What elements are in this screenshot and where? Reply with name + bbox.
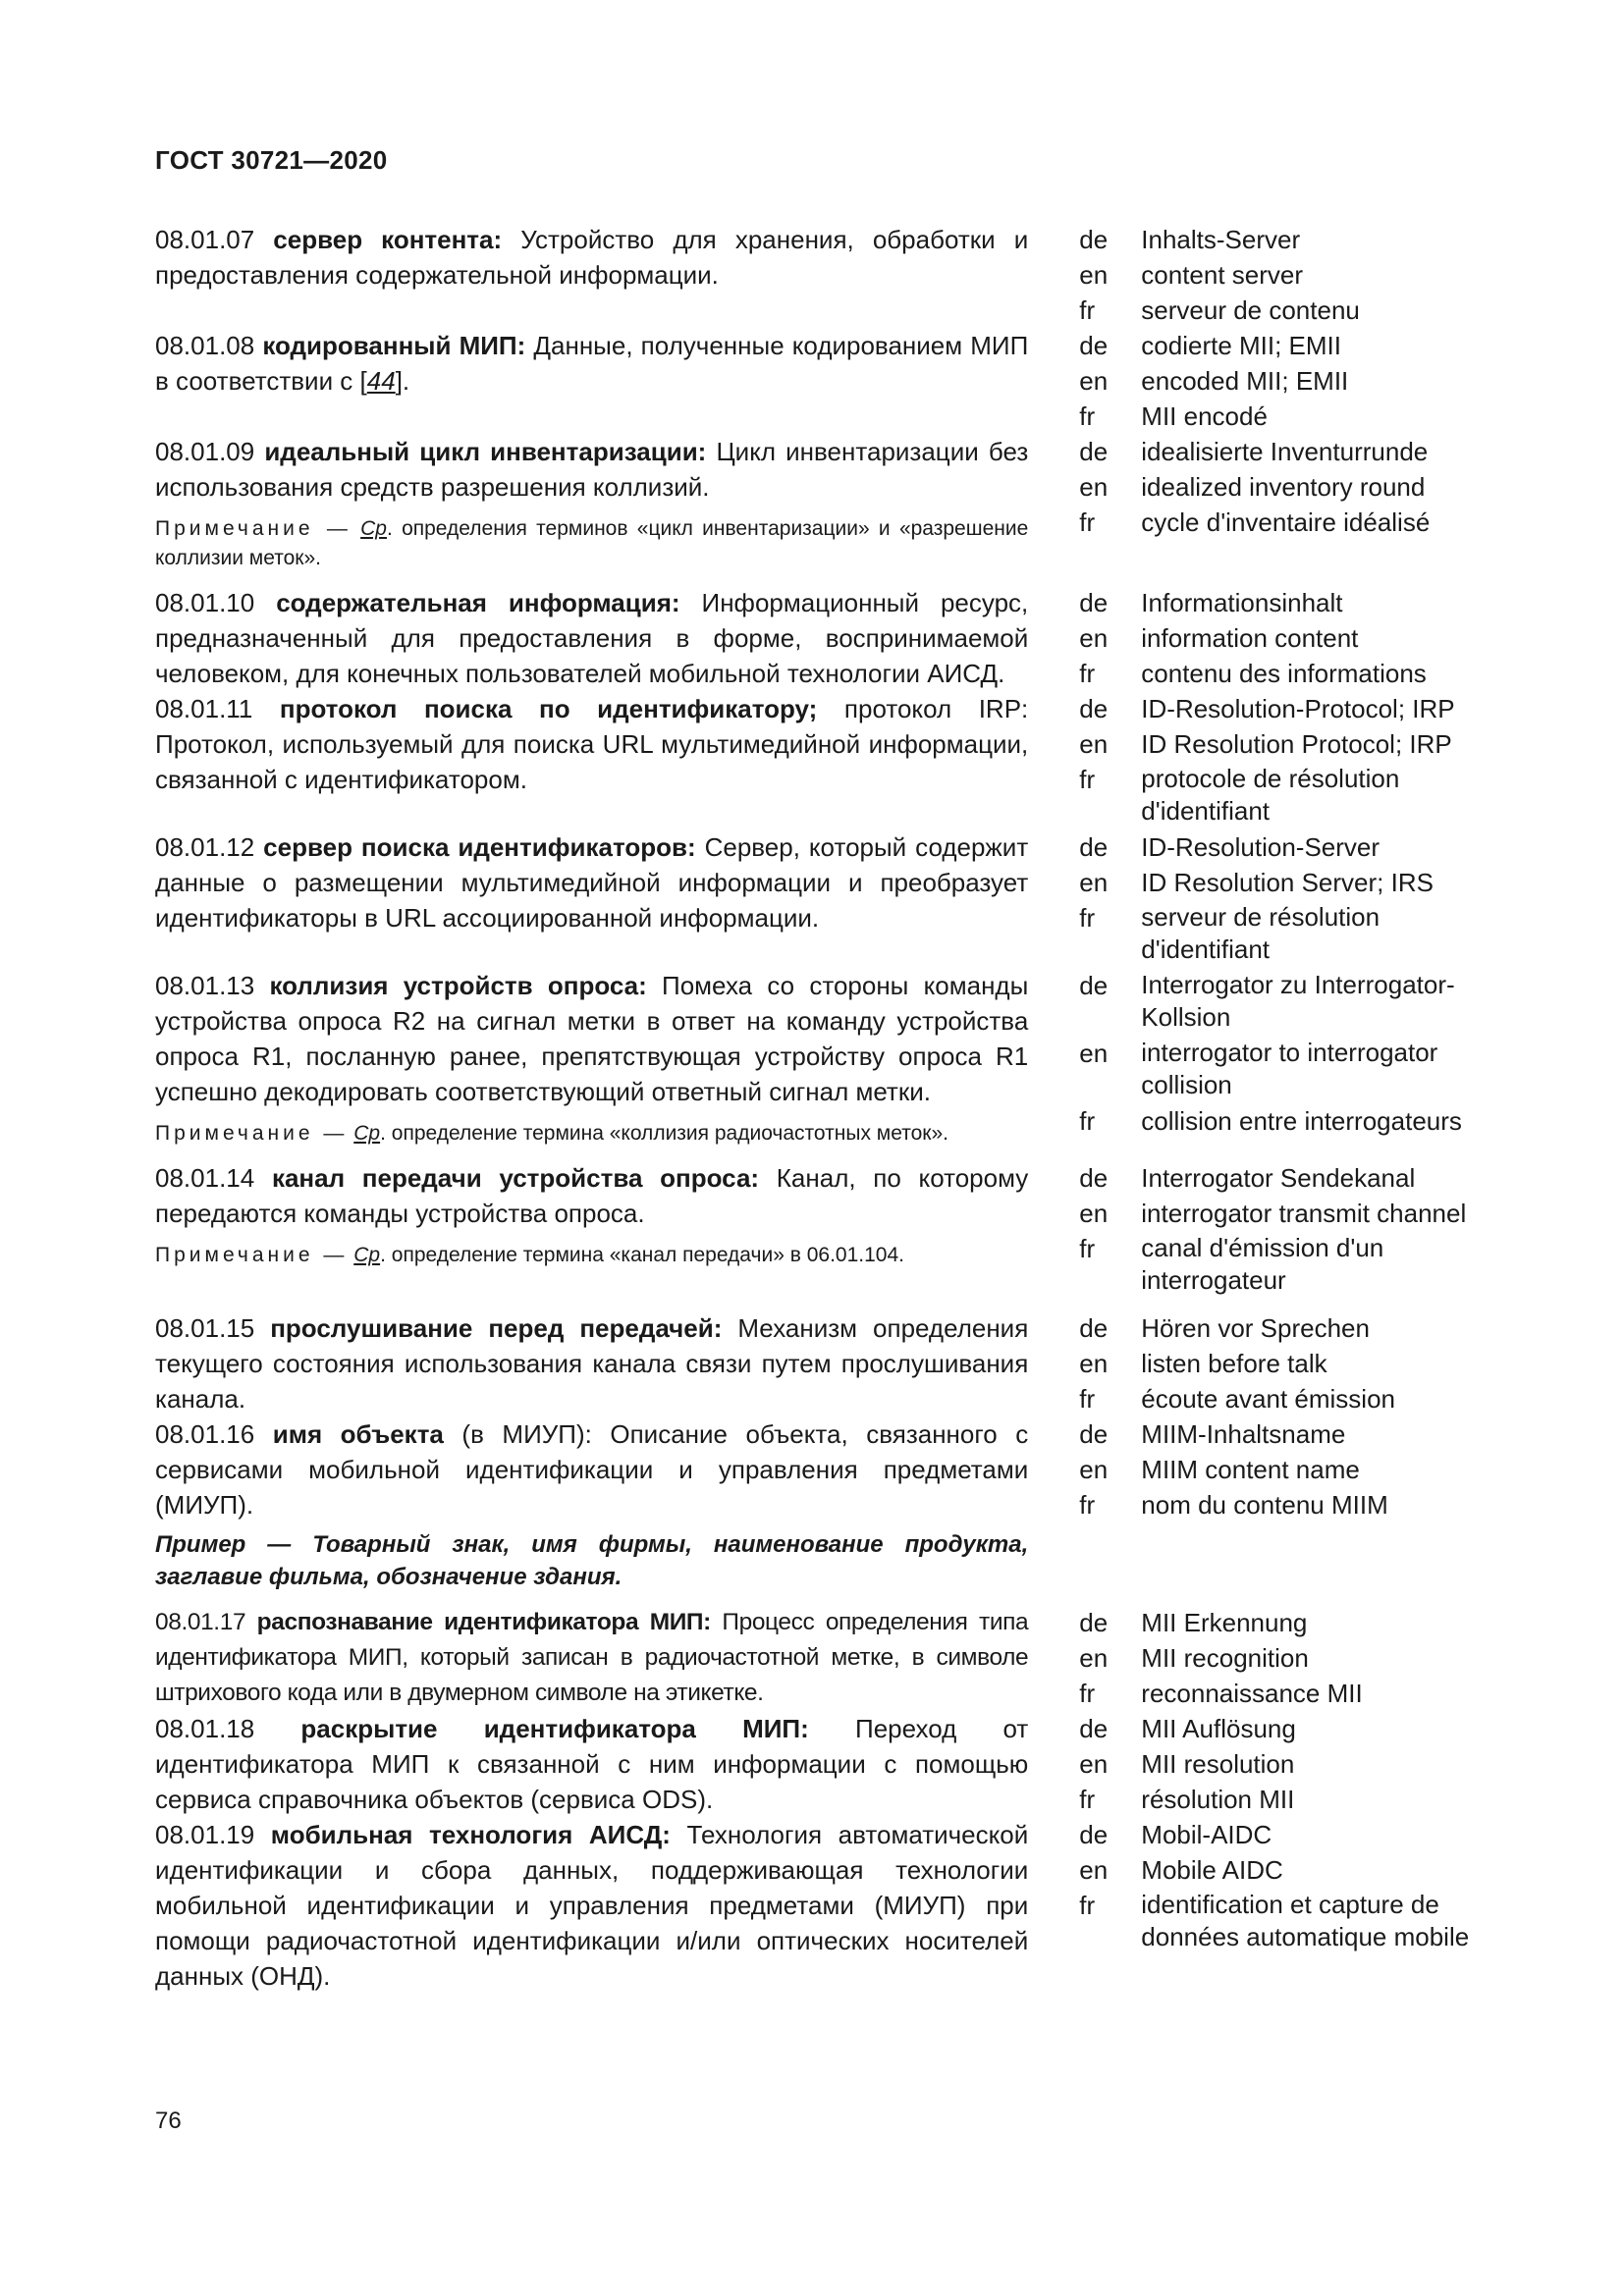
term-definition (155, 1817, 1028, 1994)
equivalent-row (1079, 1346, 1490, 1381)
lang-code: de (1079, 1714, 1109, 1743)
equivalent-row (1079, 222, 1490, 257)
term-entry (155, 829, 1490, 968)
equivalent-term: Mobile AIDC (1141, 1855, 1283, 1885)
lang-code: en (1079, 1749, 1109, 1779)
note-reference: Ср (360, 517, 387, 540)
lang-code: fr (1079, 1891, 1096, 1920)
equivalent-term: content server (1141, 260, 1304, 290)
equivalent-term: canal d'émission d'un interrogateur (1141, 1233, 1384, 1295)
equivalent-row (1079, 968, 1490, 1036)
equivalent-term: idealisierte Inventurrunde (1141, 437, 1429, 466)
term-number: 08.01.14 (155, 1163, 255, 1193)
term-entries (155, 222, 1490, 1994)
lang-code: fr (1079, 1234, 1096, 1263)
equivalent-row (1079, 1231, 1490, 1299)
term-name: распознавание идентификатора МИП: (256, 1609, 711, 1635)
equivalent-term: protocole de résolution d'identifiant (1141, 764, 1400, 826)
equivalent-row (1079, 469, 1490, 505)
definition-text: Данные, полученные кодированием МИП в соответствии с [ (155, 331, 1029, 396)
equivalent-row (1079, 1852, 1490, 1888)
term-entry (155, 1310, 1490, 1416)
equivalent-row (1079, 1452, 1490, 1487)
equivalent-row (1079, 1036, 1490, 1103)
equivalent-term: serveur de résolution d'identifiant (1141, 902, 1380, 964)
lang-code: en (1079, 260, 1109, 290)
equivalent-term: interrogator to interrogator collision (1141, 1038, 1438, 1099)
equivalent-term: MII resolution (1141, 1749, 1295, 1779)
term-number: 08.01.13 (155, 971, 255, 1000)
equivalent-row (1079, 1782, 1490, 1817)
lang-code: fr (1079, 765, 1096, 794)
lang-code: de (1079, 1608, 1109, 1637)
term-name: сервер поиска идентификаторов: (263, 832, 696, 862)
equivalent-row (1079, 1640, 1490, 1676)
definition-text: Сервер, который содержит данные о размещении мультимедийной информации и преобразует идентификаторы в URL ассоциированной информации. (155, 832, 1029, 933)
equivalent-term: Interrogator zu Interrogator-Kollsion (1141, 970, 1455, 1032)
equivalent-row (1079, 1711, 1490, 1746)
lang-code: en (1079, 868, 1109, 897)
lang-code: de (1079, 331, 1109, 360)
term-number: 08.01.19 (155, 1820, 255, 1849)
note-text: . определения терминов «цикл инвентаризации» и «разрешение коллизии меток». (155, 517, 1029, 569)
term-definition (155, 434, 1028, 505)
equivalent-term: Interrogator Sendekanal (1141, 1163, 1416, 1193)
equivalent-row (1079, 1160, 1490, 1196)
equivalent-row (1079, 691, 1490, 726)
term-number: 08.01.09 (155, 437, 255, 466)
page-number: 76 (155, 2108, 182, 2134)
equivalent-row (1079, 257, 1490, 293)
note-label: Примечание — (155, 1244, 349, 1266)
lang-code: de (1079, 1163, 1109, 1193)
lang-code: en (1079, 1455, 1109, 1484)
equivalent-term: reconnaissance MII (1141, 1679, 1363, 1708)
term-entry (155, 1605, 1490, 1711)
equivalent-term: codierte MII; EMII (1141, 331, 1342, 360)
definition-text: Цикл инвентаризации без использования средств разрешения коллизий. (155, 437, 1029, 502)
lang-code: en (1079, 1199, 1109, 1228)
equivalents-list (1079, 968, 1490, 1139)
term-definition (155, 222, 1028, 293)
note-text: . определение термина «канал передачи» в 06.01.104. (380, 1244, 904, 1266)
note-reference: Ср (353, 1122, 381, 1145)
term-definition (155, 1310, 1028, 1416)
lang-code: en (1079, 1855, 1109, 1885)
term-name: имя объекта (272, 1419, 444, 1449)
term-entry (155, 434, 1490, 573)
lang-code: fr (1079, 295, 1096, 325)
equivalent-term: résolution MII (1141, 1785, 1295, 1814)
term-number: 08.01.18 (155, 1714, 255, 1743)
term-number: 08.01.08 (155, 331, 255, 360)
note-label: Примечание — (155, 517, 352, 540)
equivalent-term: Hören vor Sprechen (1141, 1313, 1370, 1343)
term-number: 08.01.10 (155, 588, 255, 617)
definition-text: Помеха со стороны команды устройства опроса R2 на сигнал метки в ответ на команду устройства опроса R1, посланную ранее, препятствующая устройству опроса R1 успешно декодировать соответствующий ответный сигнал метки. (155, 971, 1029, 1106)
lang-code: en (1079, 1643, 1109, 1673)
term-number: 08.01.15 (155, 1313, 255, 1343)
equivalent-row (1079, 505, 1490, 540)
equivalent-row (1079, 1888, 1490, 1955)
lang-code: de (1079, 588, 1109, 617)
equivalent-row (1079, 1196, 1490, 1231)
equivalent-term: information content (1141, 623, 1359, 653)
term-definition (155, 968, 1028, 1109)
equivalent-row (1079, 328, 1490, 363)
equivalent-row (1079, 656, 1490, 691)
term-definition (155, 691, 1028, 797)
lang-code: fr (1079, 1785, 1096, 1814)
term-entry (155, 585, 1490, 691)
lang-code: en (1079, 472, 1109, 502)
term-definition (155, 829, 1028, 935)
term-definition (155, 328, 1028, 399)
term-name: содержательная информация: (276, 588, 680, 617)
term-name: коллизия устройств опроса: (269, 971, 647, 1000)
equivalents-list (1079, 1160, 1490, 1299)
term-name: раскрытие идентификатора МИП: (300, 1714, 809, 1743)
lang-code: fr (1079, 903, 1096, 933)
equivalent-term: encoded MII; EMII (1141, 366, 1349, 396)
lang-code: fr (1079, 507, 1096, 537)
term-name: протокол поиска по идентификатору; (279, 694, 818, 723)
equivalent-term: cycle d'inventaire idéalisé (1141, 507, 1431, 537)
lang-code: de (1079, 1419, 1109, 1449)
lang-code: de (1079, 832, 1109, 862)
definition-text: протокол IRP: Протокол, используемый для поиска URL мультимедийной информации, связанной с идентификатором. (155, 694, 1029, 794)
term-name: мобильная технология АИСД: (270, 1820, 671, 1849)
lang-code: fr (1079, 1490, 1096, 1520)
term-entry (155, 968, 1490, 1148)
equivalent-row (1079, 1817, 1490, 1852)
equivalents-list (1079, 691, 1490, 829)
lang-code: fr (1079, 401, 1096, 431)
term-number: 08.01.16 (155, 1419, 255, 1449)
equivalent-row (1079, 585, 1490, 620)
equivalent-term: Inhalts-Server (1141, 225, 1301, 254)
equivalent-term: écoute avant émission (1141, 1384, 1395, 1414)
definition-text: Информационный ресурс, предназначенный для предоставления в форме, воспринимаемой человеком, для конечных пользователей мобильной технологии АИСД. (155, 588, 1029, 688)
equivalent-term: serveur de contenu (1141, 295, 1360, 325)
term-number: 08.01.17 (155, 1609, 246, 1635)
equivalent-row (1079, 399, 1490, 434)
equivalent-term: MII encodé (1141, 401, 1268, 431)
equivalent-row (1079, 762, 1490, 829)
document-header: ГОСТ 30721—2020 (155, 145, 388, 175)
term-entry (155, 691, 1490, 829)
lang-code: fr (1079, 1106, 1096, 1136)
term-name: канал передачи устройства опроса: (271, 1163, 760, 1193)
equivalents-list (1079, 1416, 1490, 1522)
equivalent-row (1079, 726, 1490, 762)
equivalent-term: idealized inventory round (1141, 472, 1426, 502)
term-definition (155, 1416, 1028, 1522)
equivalent-row (1079, 363, 1490, 399)
equivalent-term: MIIM-Inhaltsname (1141, 1419, 1346, 1449)
equivalents-list (1079, 328, 1490, 434)
lang-code: fr (1079, 1384, 1096, 1414)
equivalents-list (1079, 585, 1490, 691)
equivalent-term: MIIM content name (1141, 1455, 1360, 1484)
equivalent-term: listen before talk (1141, 1349, 1327, 1378)
lang-code: de (1079, 971, 1109, 1000)
lang-code: de (1079, 694, 1109, 723)
equivalent-term: MII Auflösung (1141, 1714, 1296, 1743)
definition-text-end: ]. (395, 366, 410, 396)
definition-text: Технология автоматической идентификации и сбора данных, поддерживающая технологии мобильной идентификации и управления предметами (МИУП) при помощи радиочастотной идентификации и/или оптических носителей данных (ОНД). (155, 1820, 1029, 1991)
equivalent-row (1079, 1605, 1490, 1640)
equivalents-list (1079, 1605, 1490, 1711)
equivalent-row (1079, 293, 1490, 328)
term-number: 08.01.11 (155, 694, 253, 723)
term-definition (155, 1160, 1028, 1231)
lang-code: en (1079, 1039, 1109, 1068)
term-entry (155, 1711, 1490, 1817)
term-definition (155, 585, 1028, 691)
equivalent-row (1079, 1416, 1490, 1452)
term-name: идеальный цикл инвентаризации: (264, 437, 707, 466)
lang-code: fr (1079, 659, 1096, 688)
equivalent-term: ID Resolution Protocol; IRP (1141, 729, 1452, 759)
lang-code: en (1079, 623, 1109, 653)
term-entry (155, 1817, 1490, 1994)
term-definition (155, 1711, 1028, 1817)
equivalent-row (1079, 434, 1490, 469)
term-number: 08.01.12 (155, 832, 255, 862)
definition-text: (в МИУП): Описание объекта, связанного с сервисами мобильной идентификации и управления предметами (МИУП). (155, 1419, 1029, 1520)
equivalent-term: MII Erkennung (1141, 1608, 1308, 1637)
term-entry (155, 328, 1490, 434)
term-entry (155, 1416, 1490, 1593)
equivalent-row (1079, 620, 1490, 656)
equivalent-term: Mobil-AIDC (1141, 1820, 1272, 1849)
reference-link[interactable]: 44 (366, 366, 396, 396)
equivalents-list (1079, 1711, 1490, 1817)
equivalent-term: collision entre interrogateurs (1141, 1106, 1462, 1136)
definition-text: Канал, по которому передаются команды устройства опроса. (155, 1163, 1029, 1228)
term-definition (155, 1605, 1028, 1711)
equivalent-row (1079, 865, 1490, 900)
equivalents-list (1079, 1310, 1490, 1416)
equivalents-list (1079, 434, 1490, 540)
equivalent-term: identification et capture de données automatique mobile (1141, 1890, 1470, 1951)
note-text: . определение термина «коллизия радиочастотных меток». (380, 1122, 948, 1145)
term-number: 08.01.07 (155, 225, 255, 254)
equivalent-row (1079, 1746, 1490, 1782)
equivalent-row (1079, 1381, 1490, 1416)
term-example: Пример — Товарный знак, имя фирмы, наименование продукта, заглавие фильма, обозначение здания. (155, 1531, 1029, 1590)
equivalent-row (1079, 900, 1490, 968)
term-name: прослушивание перед передачей: (270, 1313, 723, 1343)
equivalent-row (1079, 1310, 1490, 1346)
term-name: сервер контента: (273, 225, 503, 254)
definition-text: Процесс определения типа идентификатора МИП, который записан в радиочастотной метке, в символе штрихового кода или в двумерном символе на этикетке. (155, 1609, 1029, 1706)
equivalents-list (1079, 1817, 1490, 1955)
term-entry (155, 222, 1490, 328)
definition-text: Устройство для хранения, обработки и предоставления содержательной информации. (155, 225, 1029, 290)
equivalent-row (1079, 829, 1490, 865)
equivalent-row (1079, 1676, 1490, 1711)
lang-code: fr (1079, 1679, 1096, 1708)
equivalent-term: contenu des informations (1141, 659, 1427, 688)
term-note (155, 1119, 1028, 1148)
lang-code: de (1079, 225, 1109, 254)
equivalent-term: nom du contenu MIIM (1141, 1490, 1388, 1520)
equivalent-term: interrogator transmit channel (1141, 1199, 1467, 1228)
definition-text: Переход от идентификатора МИП к связанной с ним информации с помощью сервиса справочника объектов (сервиса ODS). (155, 1714, 1029, 1814)
equivalent-row (1079, 1487, 1490, 1522)
lang-code: en (1079, 729, 1109, 759)
equivalent-term: Informationsinhalt (1141, 588, 1343, 617)
lang-code: en (1079, 366, 1109, 396)
definition-text: Механизм определения текущего состояния использования канала связи путем прослушивания канала. (155, 1313, 1029, 1414)
note-reference: Ср (353, 1244, 381, 1266)
equivalent-term: ID Resolution Server; IRS (1141, 868, 1434, 897)
note-label: Примечание — (155, 1122, 349, 1145)
lang-code: de (1079, 1313, 1109, 1343)
lang-code: de (1079, 437, 1109, 466)
equivalent-term: MII recognition (1141, 1643, 1309, 1673)
equivalents-list (1079, 829, 1490, 968)
lang-code: en (1079, 1349, 1109, 1378)
term-name: кодированный МИП: (262, 331, 526, 360)
term-entry (155, 1160, 1490, 1299)
term-note (155, 514, 1028, 573)
equivalent-term: ID-Resolution-Protocol; IRP (1141, 694, 1455, 723)
equivalent-row (1079, 1103, 1490, 1139)
equivalent-term: ID-Resolution-Server (1141, 832, 1380, 862)
equivalents-list (1079, 222, 1490, 328)
term-note (155, 1241, 1028, 1270)
lang-code: de (1079, 1820, 1109, 1849)
